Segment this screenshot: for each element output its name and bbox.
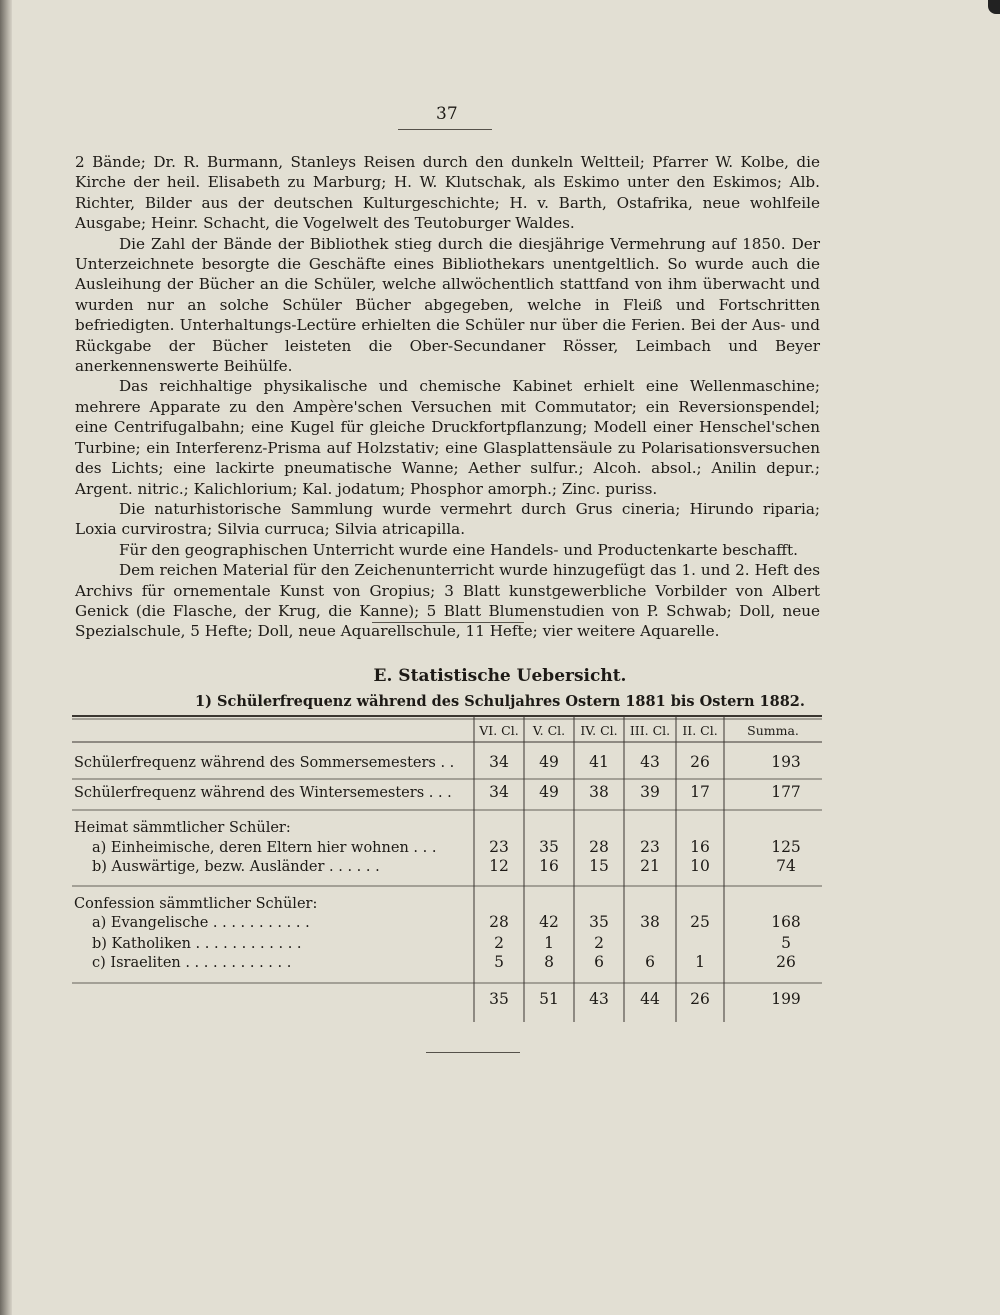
table-cell: 16 bbox=[539, 857, 559, 875]
table-cell: 43 bbox=[640, 753, 660, 771]
table-column-header: Summa. bbox=[747, 723, 799, 738]
table-cell: 2 bbox=[594, 934, 604, 952]
table-cell: 16 bbox=[690, 838, 710, 856]
table-cell: 28 bbox=[589, 838, 609, 856]
table-cell: 6 bbox=[594, 953, 604, 971]
table-cell: 51 bbox=[539, 990, 559, 1008]
table-cell: 2 bbox=[494, 934, 504, 952]
table-subrow-label: c) Israeliten . . . . . . . . . . . . bbox=[92, 955, 292, 971]
table-cell: 28 bbox=[489, 913, 509, 931]
table-subrow-label: b) Katholiken . . . . . . . . . . . . bbox=[92, 936, 302, 952]
table-cell: 168 bbox=[771, 913, 801, 931]
table-cell: 199 bbox=[771, 990, 801, 1008]
table-cell: 17 bbox=[690, 783, 710, 801]
table-cell: 26 bbox=[776, 953, 796, 971]
page-number: 37 bbox=[436, 104, 458, 124]
paragraph-drawing: Dem reichen Material für den Zeichenunterricht wurde hinzugefügt das 1. und 2. Heft des Archivs für ornementale Kunst von Gropius; 3 Blatt kunstgewerbliche Vorbilder von Albert Genick (die Flasche, der Krug, die Kanne); 5 Blatt Blumenstudien von P. Schwab; Doll, neue Spezialschule, 5 Hefte; Doll, neue Aquarellschule, 11 Hefte; vier weitere Aquarelle. bbox=[75, 561, 820, 641]
table-cell: 25 bbox=[690, 913, 710, 931]
section-title: E. Statistische Uebersicht. bbox=[373, 666, 627, 686]
table-cell: 42 bbox=[539, 913, 559, 931]
table-subrow-label: b) Auswärtige, bezw. Ausländer . . . . . . bbox=[92, 859, 380, 875]
table-cell: 10 bbox=[690, 857, 710, 875]
table-cell: 38 bbox=[640, 913, 660, 931]
paragraph-geography: Für den geographischen Unterricht wurde eine Handels- und Productenkarte beschafft. bbox=[119, 540, 798, 559]
table-row-label: Schülerfrequenz während des Wintersemesters . . . bbox=[74, 785, 452, 801]
table-cell: 23 bbox=[489, 838, 509, 856]
table-cell: 35 bbox=[539, 838, 559, 856]
table-cell: 177 bbox=[771, 783, 801, 801]
table-column-header: VI. Cl. bbox=[479, 723, 519, 738]
paragraph-natural-history: Die naturhistorische Sammlung wurde vermehrt durch Grus cineria; Hirundo riparia; Loxia curvirostra; Silvia curruca; Silvia atricapilla. bbox=[75, 499, 820, 539]
table-cell: 5 bbox=[781, 934, 791, 952]
table-cell: 125 bbox=[771, 838, 801, 856]
table-cell: 49 bbox=[539, 783, 559, 801]
end-rule bbox=[426, 1052, 520, 1053]
table-column-header: V. Cl. bbox=[532, 723, 566, 738]
table-cell: 35 bbox=[589, 913, 609, 931]
table-column-header: IV. Cl. bbox=[580, 723, 618, 738]
table-cell: 6 bbox=[645, 953, 655, 971]
table-column-header: III. Cl. bbox=[629, 723, 671, 738]
table-subrow-label: a) Einheimische, deren Eltern hier wohnen . . . bbox=[92, 840, 437, 856]
table-row-label: Schülerfrequenz während des Sommersemesters . . bbox=[74, 755, 455, 771]
table-cell: 21 bbox=[640, 857, 660, 875]
table-cell: 41 bbox=[589, 753, 609, 771]
table-cell: 44 bbox=[640, 990, 660, 1008]
table-cell: 26 bbox=[690, 990, 710, 1008]
table-cell: 38 bbox=[589, 783, 609, 801]
table-title: 1) Schülerfrequenz während des Schuljahres Ostern 1881 bis Ostern 1882. bbox=[195, 693, 805, 710]
table-cell: 34 bbox=[489, 783, 509, 801]
table-row-label: Heimat sämmtlicher Schüler: bbox=[74, 820, 291, 836]
paragraph-physics-cabinet: Das reichhaltige physikalische und chemische Kabinet erhielt eine Wellenmaschine; mehrere Apparate zu den Ampère'schen Versuchen mit Commutator; ein Reversionspendel; eine Centrifugalbahn; eine Kugel für gleiche Druckfortpflanzung; Modell einer Henschel'schen Turbine; ein Interferenz-Prisma auf Holzstativ; eine Glasplattensäule zu Polarisationsversuchen des Lichts; eine lackirte pneumatische Wanne; Aether sulfur.; Alcoh. absol.; Anilin depur.; Argent. nitric.; Kalichlorium; Kal. jodatum; Phosphor amorph.; Zinc. puriss. bbox=[75, 377, 820, 498]
paragraph-library: Die Zahl der Bände der Bibliothek stieg durch die diesjährige Vermehrung auf 1850. Der Unterzeichnete besorgte die Geschäfte eines Bibliothekars unentgeltlich. So wurde auch die Ausleihung der Bücher an die Schüler, welche allwöchentlich stattfand von ihm überwacht und wurden nur an solche Schüler Bücher abgegeben, welche in Fleiß und Fortschritten befriedigten. Unterhaltungs-Lectüre erhielten die Schüler nur über die Ferien. Bei der Aus- und Rückgabe der Bücher leisteten die Ober-Secundaner Rösser, Leimbach und Beyer anerkennenswerte Beihülfe. bbox=[75, 234, 820, 376]
table-cell: 193 bbox=[771, 753, 801, 771]
table-cell: 74 bbox=[776, 857, 796, 875]
table-cell: 1 bbox=[695, 953, 705, 971]
table-row-label: Confession sämmtlicher Schüler: bbox=[74, 896, 318, 912]
table-cell: 26 bbox=[690, 753, 710, 771]
table-column-header: II. Cl. bbox=[682, 723, 718, 738]
table-subrow-label: a) Evangelische . . . . . . . . . . . bbox=[92, 915, 310, 931]
table-cell: 5 bbox=[494, 953, 504, 971]
table-cell: 35 bbox=[489, 990, 509, 1008]
table-cell: 12 bbox=[489, 857, 509, 875]
table-cell: 43 bbox=[589, 990, 609, 1008]
table-cell: 39 bbox=[640, 783, 660, 801]
table-cell: 49 bbox=[539, 753, 559, 771]
table-cell: 34 bbox=[489, 753, 509, 771]
table-cell: 15 bbox=[589, 857, 609, 875]
paragraph-books-list: 2 Bände; Dr. R. Burmann, Stanleys Reisen durch den dunkeln Weltteil; Pfarrer W. Kolbe, die Kirche der heil. Elisabeth zu Marburg; H. W. Klutschak, als Eskimo unter den Eskimos; Alb. Richter, Bilder aus der deutschen Kulturgeschichte; H. v. Barth, Ostafrika, neue wohlfeile Ausgabe; Heinr. Schacht, die Vogelwelt des Teutoburger Waldes. bbox=[75, 153, 820, 233]
table-cell: 23 bbox=[640, 838, 660, 856]
table-cell: 8 bbox=[544, 953, 554, 971]
table-cell: 1 bbox=[544, 934, 554, 952]
